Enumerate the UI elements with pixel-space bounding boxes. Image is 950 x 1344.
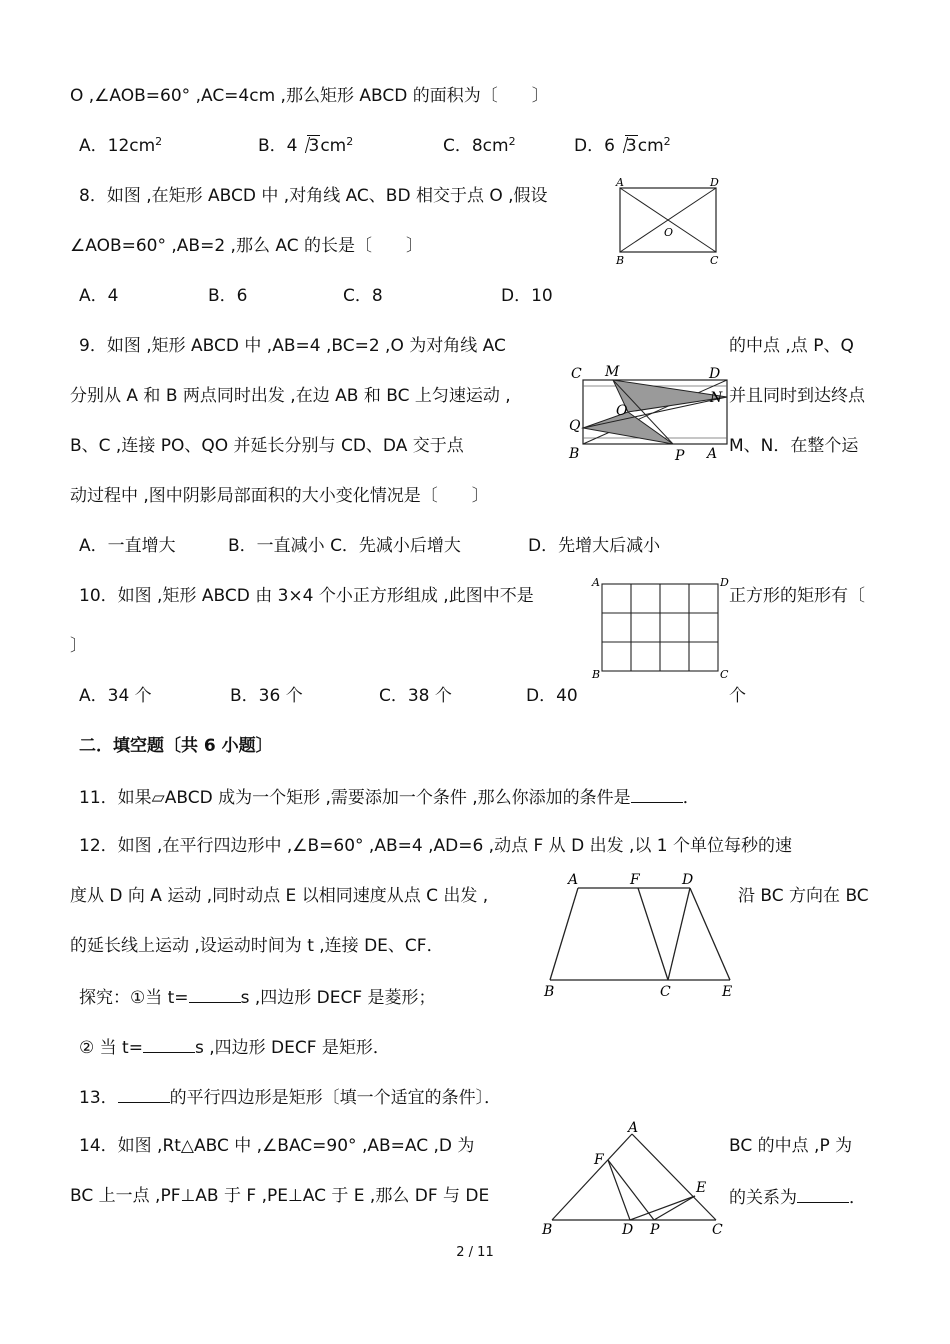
- q9-stem-line2a: 分别从 A 和 B 两点同时出发 ,在边 AB 和 BC 上匀速运动 ,: [70, 386, 511, 406]
- q9-label-b: B: [569, 446, 580, 462]
- q9-stem-line1b: 的中点 ,点 P、Q: [729, 336, 854, 356]
- q9-stem-line3a: B、C ,连接 PO、QO 并延长分别与 CD、DA 交于点: [70, 436, 464, 456]
- q14-segment-df: [608, 1160, 630, 1220]
- q14-triangle-figure: [540, 1118, 730, 1238]
- q9-label-d: D: [709, 366, 721, 382]
- q12-stem-line2b: 沿 BC 方向在 BC: [738, 886, 869, 906]
- q9-label-o: O: [616, 403, 628, 419]
- q8-label-b: B: [616, 254, 625, 267]
- q12-label-b: B: [544, 984, 555, 1000]
- sqrt-symbol: 3: [297, 134, 320, 158]
- q10-stem-line1a: 10．如图 ,矩形 ABCD 由 3×4 个小正方形组成 ,此图中不是: [79, 586, 534, 606]
- q9-option-bc: B．一直减小 C．先减小后增大: [228, 536, 461, 556]
- q7-stem: O ,∠AOB=60° ,AC=4cm ,那么矩形 ABCD 的面积为〔 〕: [70, 86, 549, 106]
- q9-option-d: D．先增大后减小: [528, 536, 661, 556]
- q14-side-ab: [552, 1134, 632, 1220]
- q14-segment-pf: [608, 1160, 654, 1220]
- q14-label-d: D: [622, 1222, 634, 1238]
- q12-parallelogram-figure: [540, 870, 740, 1002]
- q13-stem: 13． 的平行四边形是矩形〔填一个适宜的条件〕．: [79, 1084, 501, 1110]
- q10-grid-figure: [590, 576, 732, 680]
- q12-side-dc: [668, 888, 690, 980]
- answer-blank: [189, 984, 241, 1003]
- q12-explore-1: 探究：①当 t= s ,四边形 DECF 是菱形；: [79, 984, 436, 1010]
- q9-label-m: M: [605, 364, 620, 380]
- q12-label-c: C: [660, 984, 671, 1000]
- q9-stem-line1a: 9．如图 ,矩形 ABCD 中 ,AB=4 ,BC=2 ,O 为对角线 AC: [79, 336, 506, 356]
- page-number: 2 / 11: [456, 1245, 494, 1260]
- q12-label-a: A: [568, 872, 579, 888]
- sqrt-symbol: 3: [615, 134, 638, 158]
- q7-option-b: B．4 $3cm^2$: [258, 135, 354, 156]
- answer-blank: [118, 1084, 170, 1103]
- q12-side-ab: [550, 888, 578, 980]
- q14-label-b: B: [542, 1222, 553, 1238]
- q8-rectangle-figure: [612, 176, 724, 268]
- q9-label-n: N: [710, 390, 723, 406]
- q8-option-b: B．6: [208, 286, 248, 306]
- q8-label-d: D: [710, 176, 719, 189]
- q8-label-a: A: [616, 176, 624, 189]
- q14-segment-de: [630, 1196, 695, 1220]
- q9-shade-bottom: [583, 412, 673, 444]
- q10-label-c: C: [720, 668, 729, 680]
- q9-label-a: A: [707, 446, 718, 462]
- q11-stem: 11．如果▱ABCD 成为一个矩形 ,需要添加一个条件 ,那么你添加的条件是 ．: [79, 784, 700, 810]
- q10-option-d: D．40: [526, 686, 578, 706]
- q8-label-o: O: [664, 226, 674, 239]
- q12-segment-de: [690, 888, 730, 980]
- q14-label-a: A: [628, 1120, 639, 1136]
- answer-blank: [631, 784, 683, 803]
- q9-stem-line4: 动过程中 ,图中阴影局部面积的大小变化情况是〔 〕: [70, 486, 489, 506]
- q14-label-c: C: [712, 1222, 723, 1238]
- q10-label-a: A: [592, 576, 600, 589]
- section-fill-in-title: 二．填空题〔共 6 小题〕: [79, 736, 273, 756]
- q10-label-d: D: [720, 576, 729, 589]
- q10-option-a: A．34 个: [79, 686, 152, 706]
- q8-option-c: C．8: [343, 286, 383, 306]
- q10-option-d-unit: 个: [729, 686, 746, 706]
- q9-label-c: C: [571, 366, 582, 382]
- q12-stem-line1: 12．如图 ,在平行四边形中 ,∠B=60° ,AB=4 ,AD=6 ,动点 F 从 D 出发 ,以 1 个单位每秒的速: [79, 836, 792, 856]
- q7-option-a: A．$12cm^2$: [79, 135, 163, 156]
- q10-option-c: C．38 个: [379, 686, 452, 706]
- q14-label-p: P: [650, 1222, 660, 1238]
- q8-option-d: D．10: [501, 286, 553, 306]
- q10-label-b: B: [592, 668, 601, 680]
- answer-blank: [797, 1184, 849, 1203]
- q9-label-q: Q: [569, 418, 581, 434]
- answer-blank: [143, 1034, 195, 1053]
- q8-label-c: C: [710, 254, 719, 267]
- q9-label-p: P: [675, 448, 685, 464]
- q12-label-e: E: [722, 984, 733, 1000]
- q8-stem-line1: 8．如图 ,在矩形 ABCD 中 ,对角线 AC、BD 相交于点 O ,假设: [79, 186, 548, 206]
- q12-stem-line2a: 度从 D 向 A 运动 ,同时动点 E 以相同速度从点 C 出发 ,: [70, 886, 489, 906]
- q14-label-f: F: [594, 1152, 604, 1168]
- q10-option-b: B．36 个: [230, 686, 303, 706]
- q9-option-a: A．一直增大: [79, 536, 176, 556]
- q7-option-c: C．$8cm^2$: [443, 135, 516, 156]
- q12-stem-line3: 的延长线上运动 ,设运动时间为 t ,连接 DE、CF．: [70, 936, 444, 956]
- q9-rectangle-figure: [563, 360, 731, 466]
- q12-label-d: D: [682, 872, 694, 888]
- q14-stem-line1b: BC 的中点 ,P 为: [729, 1136, 853, 1156]
- q9-stem-line2b: 并且同时到达终点: [729, 386, 865, 406]
- q12-explore-2: ② 当 t= s ,四边形 DECF 是矩形．: [79, 1034, 390, 1060]
- q14-label-e: E: [696, 1180, 707, 1196]
- q9-stem-line3b: M、N．在整个运: [729, 436, 859, 456]
- q14-stem-line2a: BC 上一点 ,PF⊥AB 于 F ,PE⊥AC 于 E ,那么 DF 与 DE: [70, 1186, 490, 1206]
- q14-segment-pe: [654, 1196, 695, 1220]
- q10-stem-line2: 〕: [70, 636, 87, 656]
- q14-stem-line2b: 的关系为 ．: [729, 1184, 866, 1210]
- q8-option-a: A．4: [79, 286, 119, 306]
- q14-stem-line1a: 14．如图 ,Rt△ABC 中 ,∠BAC=90° ,AB=AC ,D 为: [79, 1136, 475, 1156]
- q8-stem-line2: ∠AOB=60° ,AB=2 ,那么 AC 的长是〔 〕: [70, 236, 423, 256]
- q12-label-f: F: [630, 872, 640, 888]
- q7-option-d: D．6 $3cm^2$: [574, 135, 671, 156]
- q12-segment-fc: [638, 888, 668, 980]
- q10-stem-line1b: 正方形的矩形有〔: [729, 586, 865, 606]
